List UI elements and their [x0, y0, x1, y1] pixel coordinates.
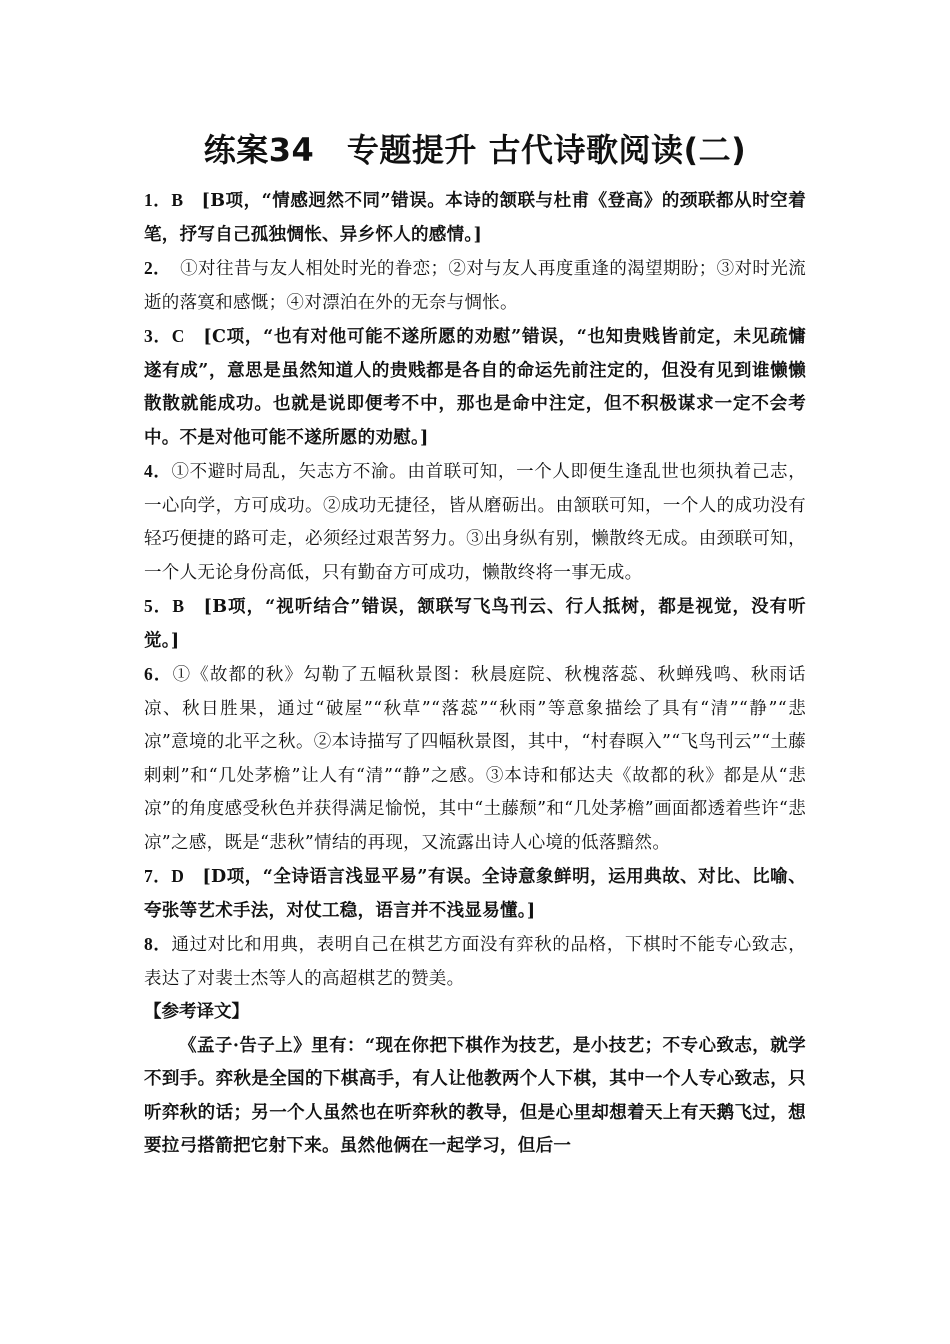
item-answer: B: [172, 596, 185, 616]
page-title: 练案34 专题提升 古代诗歌阅读(二): [203, 131, 747, 169]
item-explanation: [D项，“全诗语言浅显平易”有误。全诗意象鲜明，运用典故、对比、比喻、夸张等艺术手法，对仗工稳，语言并不浅显易懂。]: [144, 867, 806, 921]
item-explanation: ①《故都的秋》勾勒了五幅秋景图：秋晨庭院、秋槐落蕊、秋蝉残鸣、秋雨话凉、秋日胜果，通过“破屋”“秋草”“落蕊”“秋雨”等意象描绘了具有“清”“静”“悲凉”意境的北平之秋。②本诗描写了四幅秋景图，其中，“村舂暝入”“飞鸟刊云”“土藤剌剌”和“几处茅檐”让人有“清”“静”之感。③本诗和郁达夫《故都的秋》都是从“悲凉”的角度感受秋色并获得满足愉悦，其中“土藤颓”和“几处茅檐”画面都透着些许“悲凉”之感，既是“悲秋”情结的再现，又流露出诗人心境的低落黯然。: [144, 665, 806, 853]
item-number: 3．: [144, 326, 172, 346]
item-number: 1．: [144, 190, 172, 210]
item-explanation: [B项，“情感迥然不同”错误。本诗的颔联与杜甫《登高》的颈联都从时空着笔，抒写自己孤独惆怅、异乡怀人的感情。]: [144, 191, 806, 245]
reference-translation: 《孟子·告子上》里有：“现在你把下棋作为技艺，是小技艺；不专心致志，就学不到手。弈秋是全国的下棋高手，有人让他教两个人下棋，其中一个人专心致志，只听弈秋的话；另一个人虽然也在听弈秋的教导，但是心里却想着天上有天鹅飞过，想要拉弓搭箭把它射下来。虽然他俩在一起学习，但后一: [144, 1035, 806, 1156]
item-explanation: ①对往昔与友人相处时光的眷恋；②对与友人再度重逢的渴望期盼；③对时光流逝的落寞和感慨；④对漂泊在外的无奈与惆怅。: [144, 259, 806, 313]
item-number: 7．: [144, 866, 172, 886]
item-explanation: ①不避时局乱，矢志方不渝。由首联可知，一个人即便生逢乱世也须执着己志，一心向学，方可成功。②成功无捷径，皆从磨砺出。由颔联可知，一个人的成功没有轻巧便捷的路可走，必须经过艰苦努力。③出身纵有别，懒散终无成。由颈联可知，一个人无论身份高低，只有勤奋方可成功，懒散终将一事无成。: [144, 462, 806, 583]
answer-item-8: [144, 928, 806, 996]
answer-item-3: [144, 320, 806, 455]
reference-heading: 【参考译文】: [144, 1002, 249, 1022]
answer-item-2: [144, 252, 806, 320]
answer-item-4: [144, 455, 806, 590]
item-number: 6．: [144, 664, 173, 684]
item-number: 5．: [144, 596, 173, 616]
item-number: 4．: [144, 461, 172, 481]
item-number: 8．: [144, 934, 172, 954]
item-explanation: 通过对比和用典，表明自己在棋艺方面没有弈秋的品格，下棋时不能专心致志，表达了对裴士杰等人的高超棋艺的赞美。: [144, 935, 806, 989]
answer-item-1: [144, 184, 806, 252]
item-answer: C: [171, 326, 185, 346]
item-answer: D: [171, 866, 185, 886]
item-answer: B: [171, 190, 184, 210]
item-explanation: [B项，“视听结合”错误，颔联写飞鸟刊云、行人抵树，都是视觉，没有听觉。]: [144, 597, 806, 651]
item-explanation: [C项，“也有对他可能不遂所愿的劝慰”错误，“也知贵贱皆前定，未见疏慵遂有成”，意思是虽然知道人的贵贱都是各自的命运先前注定的，但没有见到谁懒懒散散就能成功。也就是说即便考不中，那也是命中注定，但不积极谋求一定不会考中。不是对他可能不遂所愿的劝慰。]: [144, 327, 806, 448]
document-page: [144, 128, 806, 1164]
item-number: 2．: [144, 258, 163, 278]
answer-item-5: [144, 590, 806, 658]
answer-item-6: [144, 658, 806, 860]
answer-item-7: [144, 860, 806, 928]
